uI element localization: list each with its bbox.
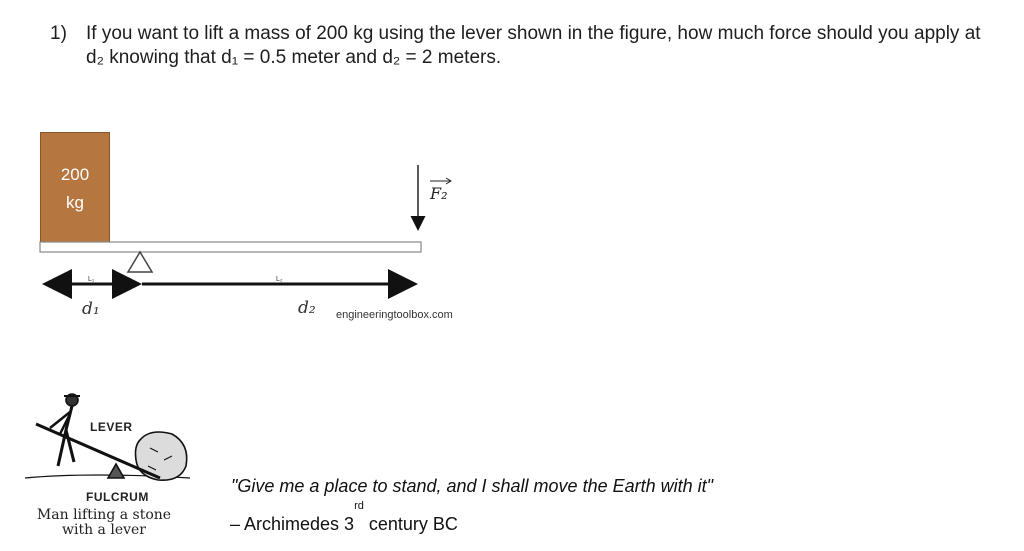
question-number: 1) — [50, 23, 67, 44]
fulcrum-label: FULCRUM — [86, 490, 149, 504]
caption-line-2: with a lever — [62, 522, 146, 538]
l1-small-label: L₁ — [88, 276, 95, 283]
mass-unit: kg — [66, 193, 84, 212]
lever-beam — [40, 242, 421, 252]
l2-small-label: L₂ — [276, 276, 283, 283]
d2-label: d₂ — [298, 298, 316, 318]
force-label: F₂ — [430, 184, 448, 203]
man-lifting-stone-illustration — [25, 394, 190, 480]
fulcrum-triangle — [128, 252, 152, 272]
attribution-tail: century BC — [363, 514, 458, 534]
watermark-text: engineeringtoolbox.com — [336, 309, 453, 321]
mass-value: 200 — [60, 165, 90, 184]
illustration-caption — [20, 508, 188, 538]
attribution-main: – Archimedes 3 — [230, 514, 355, 534]
archimedes-quote: "Give me a place to stand, and I shall move the Earth with it" — [231, 476, 714, 496]
ordinal-suffix: rd — [354, 500, 364, 512]
caption-line-1: Man lifting a stone — [36, 507, 172, 523]
d1-label: d₁ — [82, 299, 100, 319]
quote-attribution — [230, 500, 458, 535]
question-text: If you want to lift a mass of 200 kg using the lever shown in the figure, how much force should you apply at d₂ knowing that d₁ = 0.5 meter and d₂ = 2 meters. — [86, 23, 981, 68]
lever-label: LEVER — [90, 420, 133, 434]
